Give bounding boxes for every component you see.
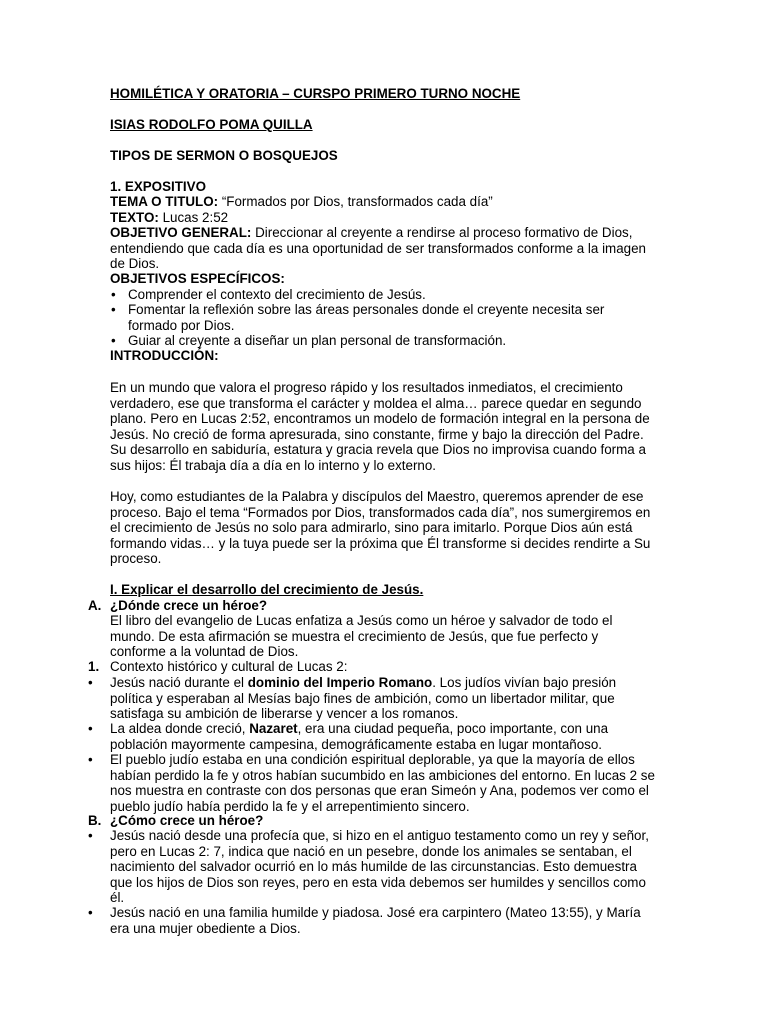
student-name: ISIAS RODOLFO POMA QUILLA: [110, 117, 313, 132]
objetivo-general: [110, 225, 655, 272]
objetivos-especificos-label: [110, 271, 655, 287]
objetivo-general-label: OBJETIVO GENERAL:: [110, 225, 252, 240]
objetivo-general-value: Direccionar al creyente a rendirse al proceso formativo de Dios, entendiendo que cada día es una oportunidad de ser transformados conforme a la imagen de Dios.: [110, 225, 646, 272]
numbered-item-marker: 1.: [88, 659, 100, 674]
texto-line: [110, 210, 655, 226]
list-item-text: Fomentar la reflexión sobre las áreas personales donde el creyente necesita ser formado por Dios.: [128, 302, 605, 333]
bullet-icon: •: [88, 675, 93, 690]
tema-label: TEMA O TITULO:: [110, 194, 219, 209]
intro-paragraph-2: Hoy, como estudiantes de la Palabra y discípulos del Maestro, queremos aprender de ese proceso. Bajo el tema “Formados por Dios, transformados cada día”, nos sumergiremos en el crecimiento de Jesús no solo para admirarlo, sino para imitarlo. Porque Dios aún está formando vidas… y la tuya puede ser la próxima que Él transforme si decides rendirte a Su proceso.: [110, 489, 651, 567]
point-heading-text: I. Explicar el desarrollo del crecimiento de Jesús.: [110, 582, 424, 597]
list-item-text: El pueblo judío estaba en una condición espiritual deplorable, ya que la mayoría de ellos habían perdido la fe y otros habían sucumbido en las ambiciones del entorno. En lucas 2 se nos muestra en contraste con dos personas que eran Simeón y Ana, podemos ver como el pueblo judío había perdido la fe y el arrepentimiento sincero.: [110, 752, 655, 814]
list-item-text: Guiar al creyente a diseñar un plan personal de transformación.: [128, 333, 507, 348]
subpoint-b-marker: B.: [88, 813, 102, 828]
list-item-text: Comprender el contexto del crecimiento de Jesús.: [128, 287, 426, 302]
section-heading: [110, 179, 655, 195]
introduccion-label-text: INTRODUCCIÓN:: [110, 348, 219, 363]
bullet-icon: •: [111, 287, 116, 302]
list-item-text: Jesús nació durante el dominio del Imperio Romano. Los judíos vivían bajo presión política y esperaban al Mesías bajo fines de ambición, como un libertador militar, que satisfaga su ambición de liberarse y vencer a los romanos.: [110, 675, 617, 722]
objetivos-especificos-label-text: OBJETIVOS ESPECÍFICOS:: [110, 271, 285, 286]
bullet-icon: •: [88, 828, 93, 843]
subpoint-a-heading: ¿Dónde crece un héroe?: [110, 598, 268, 613]
subpoint-a-text: El libro del evangelio de Lucas enfatiza a Jesús como un héroe y salvador de todo el mundo. De esta afirmación se muestra el crecimiento de Jesús, que fue perfecto y conforme a la voluntad de Dios.: [110, 613, 613, 660]
introduccion-label: [110, 348, 655, 364]
tema-value: “Formados por Dios, transformados cada día”: [218, 194, 493, 209]
bullet-icon: •: [111, 302, 116, 317]
list-item-text: Jesús nació en una familia humilde y piadosa. José era carpintero (Mateo 13:55), y María era una mujer obediente a Dios.: [110, 905, 641, 936]
list-item-text: Jesús nació desde una profecía que, si hizo en el antiguo testamento como un rey y señor, pero en Lucas 2: 7, indica que nació en un pesebre, donde los animales se sentaban, el nacimiento del salvador ocurrió en lo más humilde de las circunstancias. Esto demuestra que los hijos de Dios son reyes, pero en esta vida debemos ser humildes y sencillos como él.: [110, 828, 649, 906]
texto-label: TEXTO:: [110, 210, 159, 225]
document-title: TIPOS DE SERMON O BOSQUEJOS: [110, 148, 338, 163]
section-heading-text: 1. EXPOSITIVO: [110, 179, 206, 194]
numbered-item-text: Contexto histórico y cultural de Lucas 2:: [110, 659, 348, 674]
course-title: HOMILÉTICA Y ORATORIA – CURSPO PRIMERO TURNO NOCHE: [110, 86, 521, 101]
texto-value: Lucas 2:52: [158, 210, 229, 225]
tema-line: [110, 194, 655, 210]
bullet-icon: •: [88, 721, 93, 736]
list-item-text: La aldea donde creció, Nazaret, era una ciudad pequeña, poco importante, con una población mayormente campesina, demográficamente estaba en lugar montañoso.: [110, 721, 609, 752]
bullet-icon: •: [88, 905, 93, 920]
subpoint-b-heading: ¿Cómo crece un héroe?: [110, 813, 264, 828]
subpoint-a-marker: A.: [88, 598, 102, 613]
point-heading: [110, 582, 655, 598]
bullet-icon: •: [88, 752, 93, 767]
bullet-icon: •: [111, 333, 116, 348]
intro-paragraph-1: En un mundo que valora el progreso rápido y los resultados inmediatos, el crecimiento verdadero, ese que transforma el carácter y moldea el alma… parece quedar en segundo plano. Pero en Lucas 2:52, encontramos un modelo de formación integral en la persona de Jesús. No creció de forma apresurada, sino constante, firme y bajo la dirección del Padre. Su desarrollo en sabiduría, estatura y gracia revela que Dios no improvisa cuando forma a sus hijos: Él trabaja día a día en lo interno y lo externo.: [110, 380, 650, 473]
